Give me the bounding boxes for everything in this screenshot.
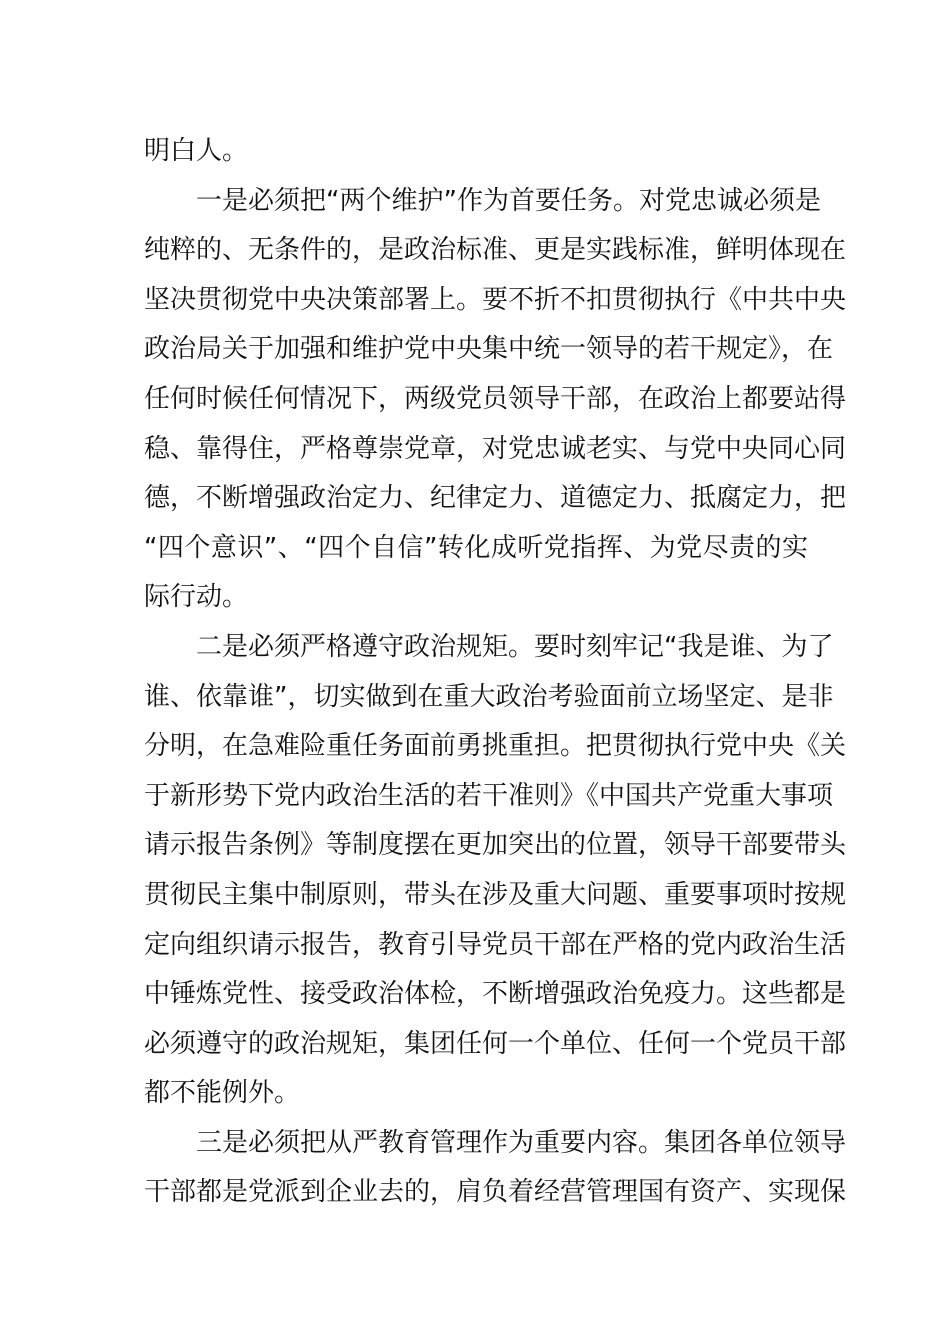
text-line: 稳、靠得住，严格尊崇党章，对党忠诚老实、与党中央同心同 — [144, 433, 847, 464]
text-line: 干部都是党派到企业去的，肩负着经营管理国有资产、实现保 — [144, 1177, 847, 1208]
text-line: 于新形势下党内政治生活的若干准则》《中国共产党重大事项 — [144, 780, 834, 811]
text-line: 德，不断增强政治定力、纪律定力、道德定力、抵腐定力，把 — [144, 483, 847, 514]
text-line: 一是必须把“两个维护”作为首要任务。对党忠诚必须是 — [196, 185, 821, 216]
text-line: 中锤炼党性、接受政治体检，不断增强政治免疫力。这些都是 — [144, 979, 847, 1010]
text-line: 际行动。 — [144, 582, 249, 613]
text-line: 三是必须把从严教育管理作为重要内容。集团各单位领导 — [196, 1127, 847, 1158]
text-line: 贯彻民主集中制原则，带头在涉及重大问题、重要事项时按规 — [144, 879, 847, 910]
text-line: 都不能例外。 — [144, 1078, 301, 1109]
text-line: 定向组织请示报告，教育引导党员干部在严格的党内政治生活 — [144, 929, 847, 960]
text-line: 任何时候任何情况下，两级党员领导干部，在政治上都要站得 — [144, 383, 847, 414]
text-line: 二是必须严格遵守政治规矩。要时刻牢记“我是谁、为了 — [196, 631, 834, 662]
body-text — [144, 127, 847, 1218]
text-line: “四个意识”、“四个自信”转化成听党指挥、为党尽责的实 — [144, 532, 808, 563]
text-line: 谁、依靠谁”，切实做到在重大政治考验面前立场坚定、是非 — [144, 681, 834, 712]
text-line: 纯粹的、无条件的，是政治标准、更是实践标准，鲜明体现在 — [144, 235, 847, 266]
text-line: 明白人。 — [144, 136, 249, 166]
text-line: 分明，在急难险重任务面前勇挑重担。把贯彻执行党中央《关 — [144, 731, 847, 762]
text-line: 坚决贯彻党中央决策部署上。要不折不扣贯彻执行《中共中央 — [144, 284, 847, 315]
text-line: 请示报告条例》等制度摆在更加突出的位置，领导干部要带头 — [144, 830, 847, 861]
text-line: 政治局关于加强和维护党中央集中统一领导的若干规定》，在 — [144, 334, 834, 365]
text-line: 必须遵守的政治规矩，集团任何一个单位、任何一个党员干部 — [144, 1028, 847, 1059]
